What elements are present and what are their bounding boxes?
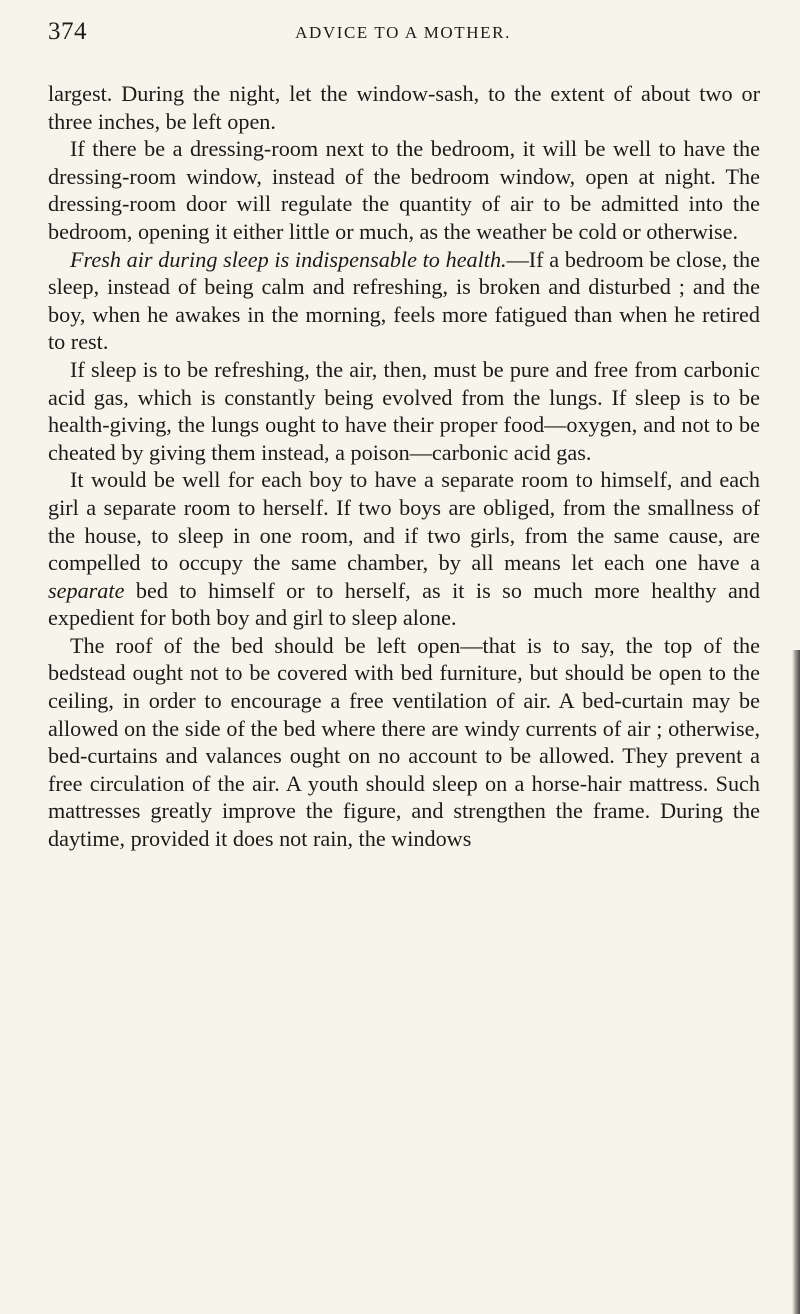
paragraph — [48, 466, 760, 632]
paragraph-text: —If a bedroom be close, the sleep, instead of being calm and refreshing, is broken and disturbed ; and the boy, when he awakes in the morning, feels more fatigued than when he retired to rest. — [48, 246, 760, 355]
running-head: ADVICE TO A MOTHER. — [295, 23, 511, 42]
paragraph: largest. During the night, let the window-sash, to the extent of about two or three inches, be left open. — [48, 81, 760, 134]
paragraph: If there be a dressing-room next to the bedroom, it will be well to have the dressing-room window, instead of the bedroom window, open at night. The dressing-room door will regulate the quantity of air to be admitted into the bedroom, opening it either little or much, as the weather be cold or otherwise. — [48, 136, 760, 244]
page-number: 374 — [48, 18, 87, 45]
paragraph-text: It would be well for each boy to have a separate room to himself, and each girl a separate room to herself. If two boys are obliged, from the smallness of the house, to sleep in one room, and if two girls, from the same cause, are compelled to occupy the same chamber, by all means let each one have a — [48, 467, 760, 576]
page-header — [48, 18, 738, 48]
page-edge-shadow — [792, 650, 800, 1314]
emphasis: separate — [48, 577, 125, 603]
paragraph: If sleep is to be refreshing, the air, then, must be pure and free from carbonic acid gas, which is constantly being evolved from the lungs. If sleep is to be health-giving, the lungs ought to have their proper food—oxygen, and not to be cheated by giving them instead, a poison—carbonic acid gas. — [48, 356, 760, 465]
paragraph-text: bed to himself or to herself, as it is so much more healthy and expedient for both boy and girl to sleep alone. — [48, 577, 760, 631]
paragraph — [48, 246, 760, 356]
section-heading: Fresh air during sleep is indispensable to health. — [70, 246, 507, 272]
paragraph: The roof of the bed should be left open—that is to say, the top of the bedstead ought not to be covered with bed furniture, but should be open to the ceiling, in order to encourage a free ventilation of air. A bed-curtain may be allowed on the side of the bed where there are windy currents of air ; otherwise, bed-curtains and valances ought on no account to be allowed. They prevent a free circulation of the air. A youth should sleep on a horse-hair mattress. Such mattresses greatly improve the figure, and strengthen the frame. During the daytime, provided it does not rain, the windows — [48, 632, 760, 852]
body-text — [48, 80, 760, 853]
